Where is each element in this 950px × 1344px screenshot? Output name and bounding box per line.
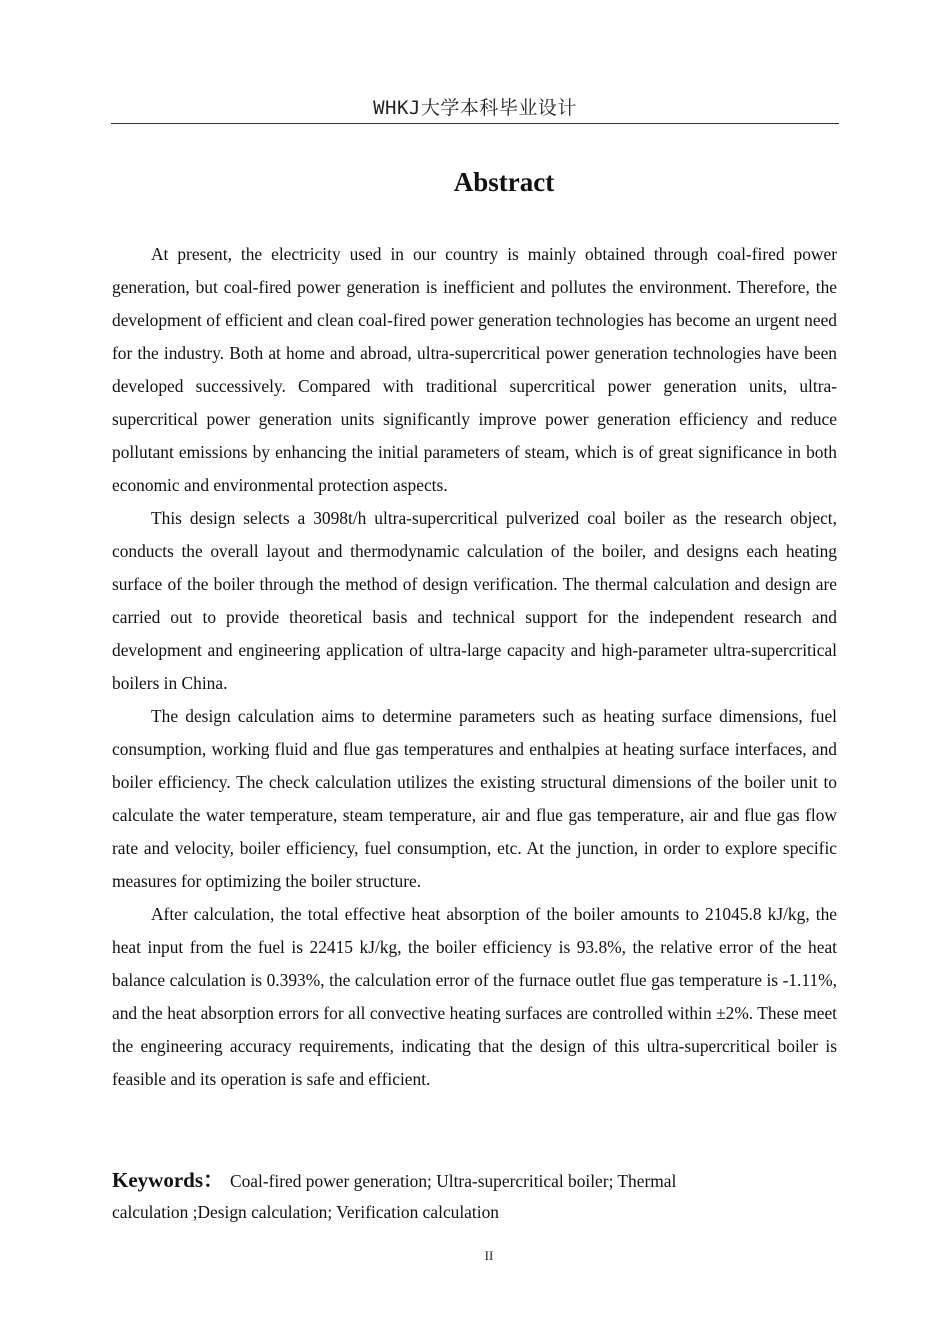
- running-header: WHKJ大学本科毕业设计: [373, 97, 577, 119]
- abstract-paragraph-1: At present, the electricity used in our country is mainly obtained through coal-fired power generation, but coal-fired power generation is inefficient and pollutes the environment. Therefore, the development of efficient and clean coal-fired power generation technologies has become an urgent need for the industry. Both at home and abroad, ultra-supercritical power generation technologies have been developed successively. Compared with traditional supercritical power generation units, ultra-supercritical power generation units significantly improve power generation efficiency and reduce pollutant emissions by enhancing the initial parameters of steam, which is of great significance in both economic and environmental protection aspects.: [112, 244, 837, 495]
- keywords-block: [112, 1165, 752, 1228]
- abstract-paragraph-3: The design calculation aims to determine parameters such as heating surface dimensions, fuel consumption, working fluid and flue gas temperatures and enthalpies at heating surface interfaces, and boiler efficiency. The check calculation utilizes the existing structural dimensions of the boiler unit to calculate the water temperature, steam temperature, air and flue gas temperature, air and flue gas flow rate and velocity, boiler efficiency, fuel consumption, etc. At the junction, in order to explore specific measures for optimizing the boiler structure.: [112, 706, 837, 891]
- abstract-body: [112, 238, 837, 1096]
- keywords-label: Keywords：: [112, 1168, 224, 1192]
- abstract-paragraph-4: After calculation, the total effective heat absorption of the boiler amounts to 21045.8 kJ/kg, the heat input from the fuel is 22415 kJ/kg, the boiler efficiency is 93.8%, the relative error of the heat balance calculation is 0.393%, the calculation error of the furnace outlet flue gas temperature is -1.11%, and the heat absorption errors for all convective heating surfaces are controlled within ±2%. These meet the engineering accuracy requirements, indicating that the design of this ultra-supercritical boiler is feasible and its operation is safe and efficient.: [112, 904, 837, 1089]
- page-number: II: [484, 1248, 494, 1263]
- keywords-text: Coal-fired power generation; Ultra-supercritical boiler; Thermal calculation ;Design calculation; Verification calculation: [112, 1171, 677, 1222]
- abstract-paragraph-2: This design selects a 3098t/h ultra-supercritical pulverized coal boiler as the research object, conducts the overall layout and thermodynamic calculation of the boiler, and designs each heating surface of the boiler through the method of design verification. The thermal calculation and design are carried out to provide theoretical basis and technical support for the independent research and development and engineering application of ultra-large capacity and high-parameter ultra-supercritical boilers in China.: [112, 508, 837, 693]
- page-title: Abstract: [453, 167, 555, 197]
- header-divider: [111, 123, 839, 124]
